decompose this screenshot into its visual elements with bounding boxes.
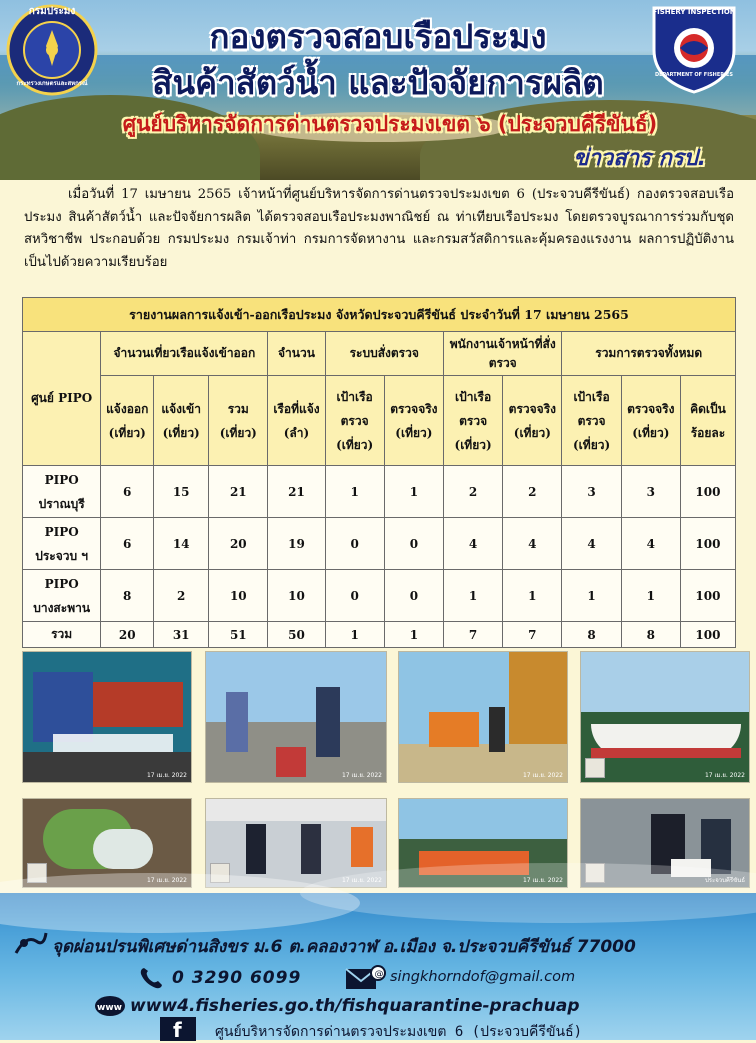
- total-cell: 20: [101, 622, 154, 648]
- table-cell: 3: [621, 466, 680, 518]
- sub-header: เป้าเรือ ตรวจ (เที่ยว): [562, 376, 621, 466]
- photo-crew-lineup: [398, 651, 568, 783]
- table-cell: 3: [562, 466, 621, 518]
- logo-right-text-top: FISHERY INSPECTION: [652, 8, 736, 16]
- photo-stamp: ประจวบคีรีขันธ์: [704, 877, 745, 884]
- total-cell: 50: [268, 622, 325, 648]
- sub-header: แจ้งเข้า (เที่ยว): [154, 376, 209, 466]
- table-cell: 1: [384, 466, 443, 518]
- table-cell: 21: [209, 466, 268, 518]
- table-cell: 1: [562, 570, 621, 622]
- footer: [0, 893, 756, 1040]
- sub-header: ตรวจจริง (เที่ยว): [384, 376, 443, 466]
- row-center-name: PIPO บางสะพาน: [23, 570, 101, 622]
- table-cell: 2: [443, 466, 502, 518]
- table-cell: 6: [101, 518, 154, 570]
- photo-stamp: 17 เม.ย. 2022: [522, 877, 563, 884]
- title-line3: ศูนย์บริหารจัดการด่านตรวจประมงเขต ๖ (ประจวบคีรีขันธ์): [122, 112, 658, 136]
- group-trips-header: จำนวนเที่ยวเรือแจ้งเข้าออก: [101, 332, 268, 376]
- table-cell: 19: [268, 518, 325, 570]
- facebook-icon[interactable]: [160, 1017, 196, 1041]
- table-cell: 100: [680, 466, 735, 518]
- sub-header: เรือที่แจ้ง (ลำ): [268, 376, 325, 466]
- table-row: [23, 466, 736, 518]
- table-cell: 1: [621, 570, 680, 622]
- sub-header: เป้าเรือ ตรวจ (เที่ยว): [443, 376, 502, 466]
- photo-stamp: 17 เม.ย. 2022: [522, 772, 563, 779]
- svg-text:f: f: [173, 1018, 182, 1041]
- table-cell: 0: [325, 518, 384, 570]
- photo-stamp: 17 เม.ย. 2022: [146, 877, 187, 884]
- table-cell: 100: [680, 518, 735, 570]
- group-officer-header: พนักงานเจ้าหน้าที่สั่งตรวจ: [443, 332, 561, 376]
- table-cell: 14: [154, 518, 209, 570]
- photo-boat-deck: [22, 651, 192, 783]
- table-cell: 2: [154, 570, 209, 622]
- svg-text:@: @: [374, 969, 384, 980]
- footer-email[interactable]: singkhorndof@gmail.com: [390, 969, 576, 985]
- table-cell: 1: [325, 466, 384, 518]
- sub-header: ตรวจจริง (เที่ยว): [503, 376, 562, 466]
- total-cell: 100: [680, 622, 735, 648]
- table-cell: 1: [443, 570, 502, 622]
- total-cell: 1: [325, 622, 384, 648]
- footer-phone[interactable]: 0 3290 6099: [172, 968, 302, 988]
- photo-fishing-boat: [580, 651, 750, 783]
- group-count-header: จำนวน: [268, 332, 325, 376]
- news-tag: ข่าวสาร กรป.: [573, 146, 706, 171]
- photo-stamp: 17 เม.ย. 2022: [704, 772, 745, 779]
- table-cell: 21: [268, 466, 325, 518]
- total-cell: 31: [154, 622, 209, 648]
- report-table: [22, 297, 736, 648]
- footer-website[interactable]: www4.fisheries.go.th/fishquarantine-prachuap: [130, 996, 580, 1016]
- title-line1: กองตรวจสอบเรือประมง: [209, 17, 547, 56]
- photo-officers-pier: [205, 651, 387, 783]
- col-center-header: ศูนย์ PIPO: [23, 332, 101, 466]
- total-cell: 51: [209, 622, 268, 648]
- photo-stamp: 17 เม.ย. 2022: [146, 772, 187, 779]
- footer-address: จุดผ่อนปรนพิเศษด่านสิงขร ม.6 ต.คลองวาฬ อ.เมือง จ.ประจวบคีรีขันธ์ 77000: [52, 937, 636, 957]
- table-cell: 4: [503, 518, 562, 570]
- logo-left-text: กรมประมง: [28, 6, 76, 17]
- table-cell: 0: [384, 570, 443, 622]
- title-line2: สินค้าสัตว์น้ำ และปัจจัยการผลิต: [152, 63, 604, 102]
- photo-stamp: 17 เม.ย. 2022: [341, 877, 382, 884]
- total-cell: 8: [562, 622, 621, 648]
- table-cell: 100: [680, 570, 735, 622]
- total-cell: 7: [443, 622, 502, 648]
- total-cell: 8: [621, 622, 680, 648]
- table-cell: 10: [268, 570, 325, 622]
- phone-icon: [138, 965, 166, 991]
- row-center-name: PIPO ประจวบ ฯ: [23, 518, 101, 570]
- logo-left-subtext: กระทรวงเกษตรและสหกรณ์: [16, 80, 88, 87]
- footer-office[interactable]: ศูนย์บริหารจัดการด่านตรวจประมงเขต 6 (ประจวบคีรีขันธ์): [215, 1024, 583, 1040]
- table-total-row: [23, 622, 736, 648]
- total-label: รวม: [23, 622, 101, 648]
- table-cell: 15: [154, 466, 209, 518]
- table-cell: 8: [101, 570, 154, 622]
- table-caption: รายงานผลการแจ้งเข้า-ออกเรือประมง จังหวัดประจวบคีรีขันธ์ ประจำวันที่ 17 เมษายน 2565: [23, 298, 736, 332]
- sub-header: รวม (เที่ยว): [209, 376, 268, 466]
- table-row: [23, 570, 736, 622]
- logo-right-text-bottom: DEPARTMENT OF FISHERIES: [654, 72, 733, 78]
- sub-header: แจ้งออก (เที่ยว): [101, 376, 154, 466]
- table-cell: 6: [101, 466, 154, 518]
- table-cell: 0: [384, 518, 443, 570]
- header-banner: [0, 0, 756, 180]
- table-cell: 10: [209, 570, 268, 622]
- svg-text:www: www: [97, 1003, 122, 1013]
- table-cell: 2: [503, 466, 562, 518]
- group-system-header: ระบบสั่งตรวจ: [325, 332, 443, 376]
- sub-header: คิดเป็น ร้อยละ: [680, 376, 735, 466]
- total-cell: 7: [503, 622, 562, 648]
- sub-header: ตรวจจริง (เที่ยว): [621, 376, 680, 466]
- table-cell: 4: [443, 518, 502, 570]
- table-cell: 0: [325, 570, 384, 622]
- total-cell: 1: [384, 622, 443, 648]
- group-total-header: รวมการตรวจทั้งหมด: [562, 332, 736, 376]
- website-icon: [94, 995, 126, 1017]
- table-row: [23, 518, 736, 570]
- intro-paragraph: เมื่อวันที่ 17 เมษายน 2565 เจ้าหน้าที่ศูนย์บริหารจัดการด่านตรวจประมงเขต 6 (ประจวบคีรีขันธ์) กองตรวจสอบเรือประมง สินค้าสัตว์น้ำ และปัจจัยการผลิต ได้ตรวจสอบเรือประมงพาณิชย์ ณ ท่าเทียบเรือประมง โดยตรวจบูรณาการร่วมกับชุดสหวิชาชีพ ประกอบด้วย กรมประมง กรมเจ้าท่า กรมการจัดหางาน และกรมสวัสดิการและคุ้มครองแรงงาน ผลการปฏิบัติงานเป็นไปด้วยความเรียบร้อย: [24, 187, 734, 270]
- location-icon: [14, 931, 48, 957]
- table-cell: 20: [209, 518, 268, 570]
- email-icon: [344, 963, 386, 991]
- table-cell: 1: [503, 570, 562, 622]
- table-body: [23, 466, 736, 648]
- table-cell: 4: [562, 518, 621, 570]
- photo-stamp: 17 เม.ย. 2022: [341, 772, 382, 779]
- table-cell: 4: [621, 518, 680, 570]
- sub-header: เป้าเรือ ตรวจ (เที่ยว): [325, 376, 384, 466]
- row-center-name: PIPO ปราณบุรี: [23, 466, 101, 518]
